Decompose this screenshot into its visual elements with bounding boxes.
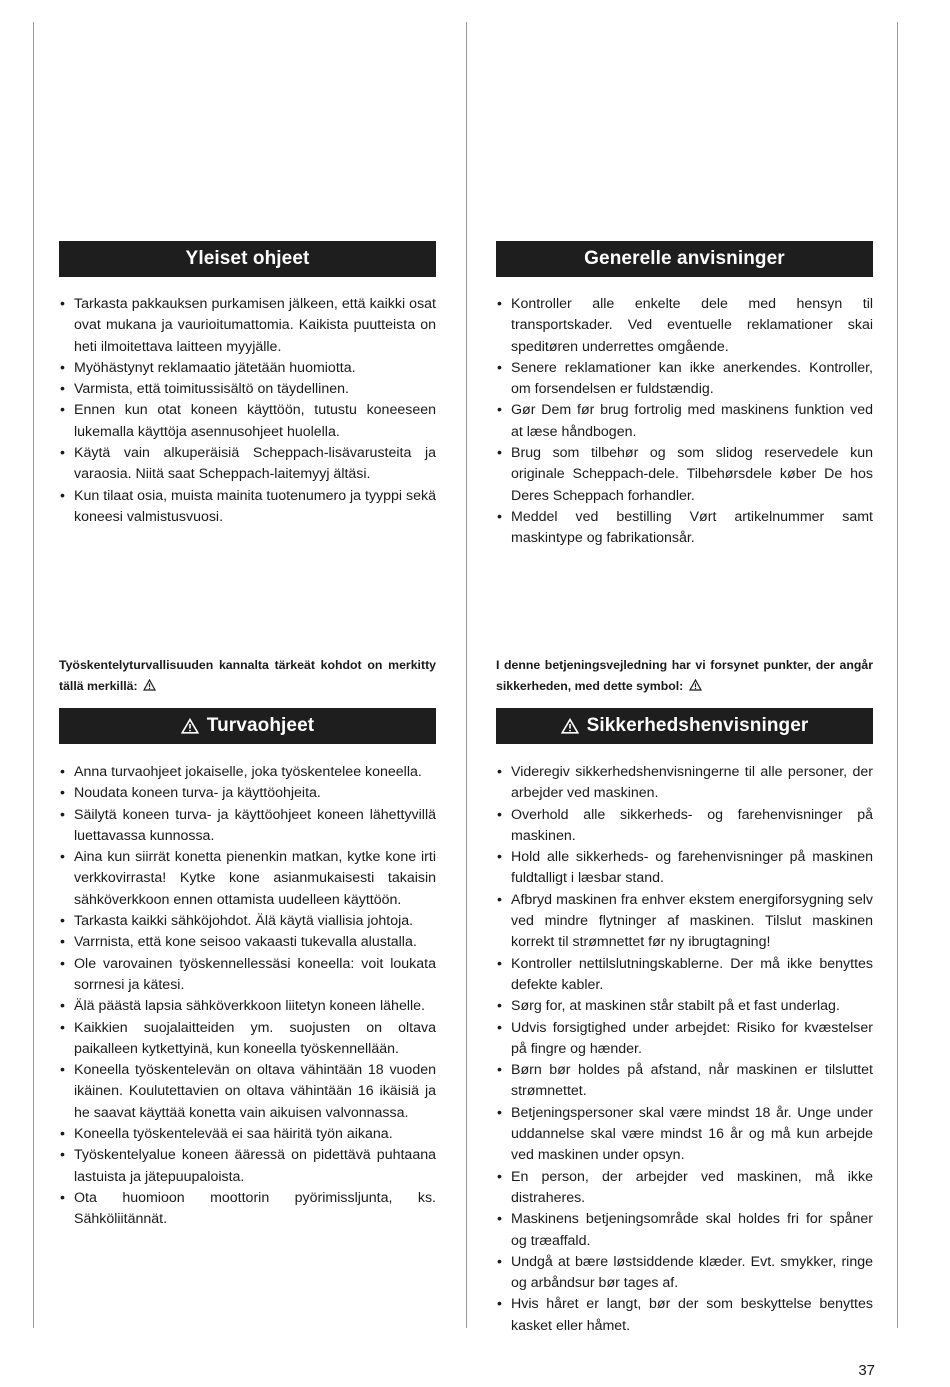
list-item: • Työskentelyalue koneen ääressä on pidettävä puhtaana lastuista ja jätepuupaloista. <box>59 1145 436 1188</box>
list-item: • Tarkasta kaikki sähköjohdot. Älä käytä viallisia johtoja. <box>59 911 436 932</box>
list-item: • Overhold alle sikkerheds- og farehenvisninger på maskinen. <box>496 805 873 848</box>
warning-triangle-icon <box>143 677 156 698</box>
center-rule <box>466 22 467 1328</box>
list-item: • Koneella työskentelevää ei saa häiritä työn aikana. <box>59 1124 436 1145</box>
right-safety-section <box>496 708 873 1337</box>
left-general-title: Yleiset ohjeet <box>185 248 310 269</box>
page-number: 37 <box>858 1362 875 1379</box>
right-margin-rule <box>897 22 898 1328</box>
list-item: • Sørg for, at maskinen står stabilt på et fast underlag. <box>496 996 873 1017</box>
list-item: • Anna turvaohjeet jokaiselle, joka työskentelee koneella. <box>59 762 436 783</box>
right-general-title: Generelle anvisninger <box>584 248 785 269</box>
list-item: • Senere reklamationer kan ikke anerkendes. Kontroller, om forsendelsen er fuldstændig. <box>496 358 873 401</box>
list-item: • Undgå at bære løstsiddende klæder. Evt. smykker, ringe og arbåndsur bør tages af. <box>496 1252 873 1295</box>
warning-triangle-icon <box>181 718 199 734</box>
list-item: • Ennen kun otat koneen käyttöön, tutustu koneeseen lukemalla käyttöja asennusohjeet huolella. <box>59 400 436 443</box>
left-safety-intro <box>59 655 436 698</box>
right-safety-list <box>496 762 873 1337</box>
right-safety-intro <box>496 655 873 698</box>
left-margin-rule <box>33 22 34 1328</box>
list-item: • Hvis håret er langt, bør der som beskyttelse benyttes kasket eller håmet. <box>496 1294 873 1337</box>
left-safety-section <box>59 708 436 1231</box>
list-item: • Kontroller nettilslutningskablerne. Der må ikke benyttes defekte kabler. <box>496 954 873 997</box>
right-general-section <box>496 241 873 550</box>
warning-triangle-icon <box>561 718 579 734</box>
right-general-list <box>496 294 873 550</box>
list-item: • Myöhästynyt reklamaatio jätetään huomiotta. <box>59 358 436 379</box>
warning-triangle-icon <box>689 677 702 698</box>
list-item: • Käytä vain alkuperäisiä Scheppach-lisävarusteita ja varaosia. Niitä saat Scheppach-laitemyyj ältäsi. <box>59 443 436 486</box>
list-item: • Børn bør holdes på afstand, når maskinen er tilsluttet strømnettet. <box>496 1060 873 1103</box>
right-general-heading <box>496 241 873 277</box>
right-safety-intro-text: I denne betjeningsvejledning har vi forsynet punkter, der angår sikkerheden, med dette symbol: <box>496 658 873 693</box>
list-item: • Aina kun siirrät konetta pienenkin matkan, kytke kone irti verkkovirrasta! Kytke kone asianmukaisesti takaisin sähköverkkoon ennen ottamista uudelleen käyttöön. <box>59 847 436 911</box>
list-item: • Betjeningspersoner skal være mindst 18 år. Unge under uddannelse skal være mindst 16 år og må kun arbejde ved maskinen under opsyn. <box>496 1103 873 1167</box>
right-safety-heading <box>496 708 873 744</box>
left-safety-title: Turvaohjeet <box>206 715 315 736</box>
list-item: • Brug som tilbehør og som slidog reservedele kun originale Scheppach-dele. Tilbehørsdele køber De hos Deres Scheppach forhandler. <box>496 443 873 507</box>
list-item: • Hold alle sikkerheds- og farehenvisninger på maskinen fuldtalligt i læsbar stand. <box>496 847 873 890</box>
list-item: • Ole varovainen työskennellessäsi koneella: voit loukata sorrnesi ja kätesi. <box>59 954 436 997</box>
list-item: • Koneella työskentelevän on oltava vähintään 18 vuoden ikäinen. Koulutettavien on oltava vähintään 16 ikäisiä ja he saavat käyttää konetta vain aikuisen valvonnassa. <box>59 1060 436 1124</box>
list-item: • Kaikkien suojalaitteiden ym. suojusten on oltava paikalleen kytkettyinä, kun koneella työskennellään. <box>59 1018 436 1061</box>
list-item: • Ota huomioon moottorin pyörimissljunta, ks. Sähköliitännät. <box>59 1188 436 1231</box>
list-item: • Varmista, että toimitussisältö on täydellinen. <box>59 379 436 400</box>
right-safety-title: Sikkerhedshenvisninger <box>586 715 809 736</box>
left-general-heading <box>59 241 436 277</box>
list-item: • Noudata koneen turva- ja käyttöohjeita. <box>59 783 436 804</box>
left-safety-heading <box>59 708 436 744</box>
left-general-list <box>59 294 436 528</box>
left-general-section <box>59 241 436 528</box>
list-item: • Kontroller alle enkelte dele med hensyn til transportskader. Ved eventuelle reklamationer skai speditøren underrettes omgående. <box>496 294 873 358</box>
list-item: • Varrnista, että kone seisoo vakaasti tukevalla alustalla. <box>59 932 436 953</box>
left-safety-intro-text: Työskentelyturvallisuuden kannalta tärkeät kohdot on merkitty tällä merkillä: <box>59 658 436 693</box>
list-item: • Videregiv sikkerhedshenvisningerne til alle personer, der arbejder ved maskinen. <box>496 762 873 805</box>
list-item: • Säilytä koneen turva- ja käyttöohjeet koneen lähettyvillä luettavassa kunnossa. <box>59 805 436 848</box>
list-item: • Tarkasta pakkauksen purkamisen jälkeen, että kaikki osat ovat mukana ja vaurioitumattomia. Kaikista puutteista on heti ilmoitettava laitteen myyjälle. <box>59 294 436 358</box>
list-item: • Meddel ved bestilling Vørt artikelnummer samt maskintype og fabrikationsår. <box>496 507 873 550</box>
list-item: • Udvis forsigtighed under arbejdet: Risiko for kvæstelser på fingre og hænder. <box>496 1018 873 1061</box>
list-item: • Gør Dem før brug fortrolig med maskinens funktion ved at læse håndbogen. <box>496 400 873 443</box>
list-item: • Kun tilaat osia, muista mainita tuotenumero ja tyyppi sekä koneesi valmistusvuosi. <box>59 486 436 529</box>
list-item: • En person, der arbejder ved maskinen, må ikke distraheres. <box>496 1167 873 1210</box>
left-safety-list <box>59 762 436 1231</box>
list-item: • Älä päästä lapsia sähköverkkoon liitetyn koneen lähelle. <box>59 996 436 1017</box>
list-item: • Maskinens betjeningsområde skal holdes fri for spåner og træaffald. <box>496 1209 873 1252</box>
list-item: • Afbryd maskinen fra enhver ekstem energiforsygning selv ved mindre flytninger af maskinen. Tilslut maskinen korrekt til strømnettet før ny ibrugtagning! <box>496 890 873 954</box>
